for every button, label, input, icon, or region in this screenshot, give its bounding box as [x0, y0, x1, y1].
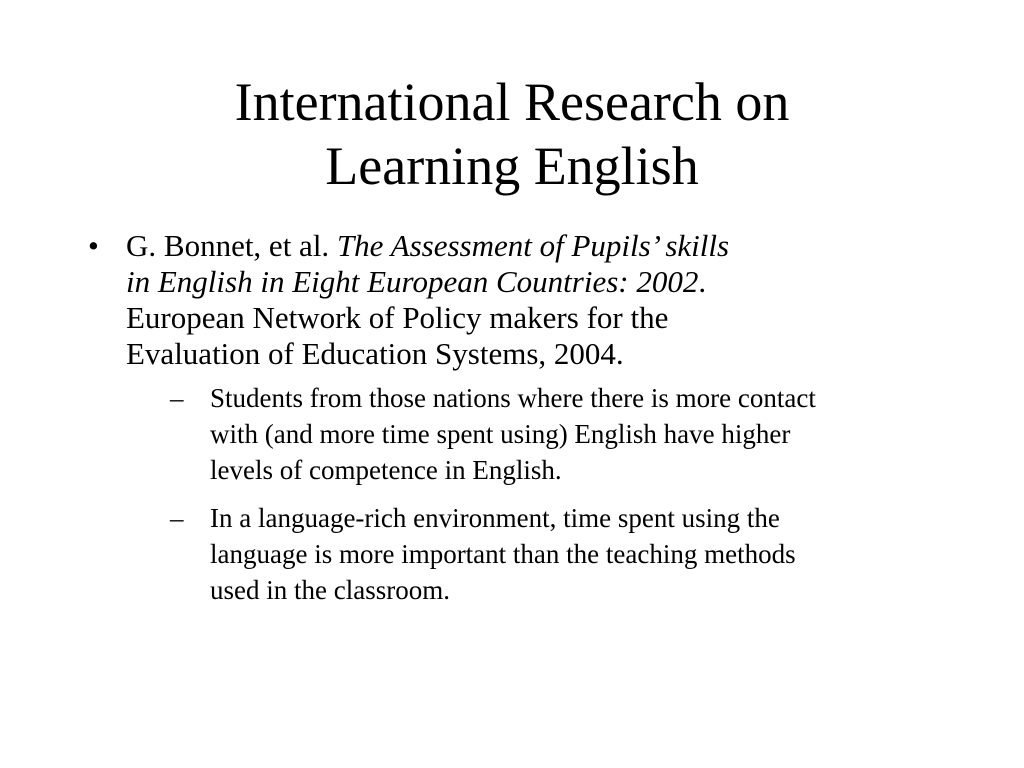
title-line-2: Learning English — [325, 136, 699, 196]
bullet-marker: • — [88, 228, 99, 263]
subbullet-line: language is more important than the teaching methods — [210, 539, 796, 569]
citation-authors: G. Bonnet, et al. — [126, 228, 337, 263]
subbullet-line: levels of competence in English. — [210, 455, 562, 485]
bullet-line-4: Evaluation of Education Systems, 2004. — [126, 336, 624, 371]
subbullet-marker: – — [170, 503, 184, 533]
bullet-line-3: European Network of Policy makers for the — [126, 300, 669, 335]
subbullet-line: Students from those nations where there is more contact — [210, 383, 816, 413]
citation-title-period: . — [698, 264, 707, 299]
subbullet-line: used in the classroom. — [210, 575, 450, 605]
title-line-1: International Research on — [234, 72, 790, 132]
subbullet-line: with (and more time spent using) English have higher — [210, 419, 791, 449]
slide-body — [88, 228, 948, 620]
bullet-line-1 — [126, 228, 948, 264]
subbullet-line: In a language-rich environment, time spent using the — [210, 503, 780, 533]
subbullet-item — [170, 380, 948, 488]
citation-title-part-1: The Assessment of Pupils’ skills — [336, 228, 730, 263]
subbullet-marker: – — [170, 383, 184, 413]
bullet-line-2 — [126, 264, 948, 300]
subbullet-list — [126, 380, 948, 608]
citation-title-part-2: in English in Eight European Countries: 2002 — [126, 264, 699, 299]
slide-title — [60, 70, 964, 198]
subbullet-item — [170, 500, 948, 608]
bullet-item — [88, 228, 948, 608]
